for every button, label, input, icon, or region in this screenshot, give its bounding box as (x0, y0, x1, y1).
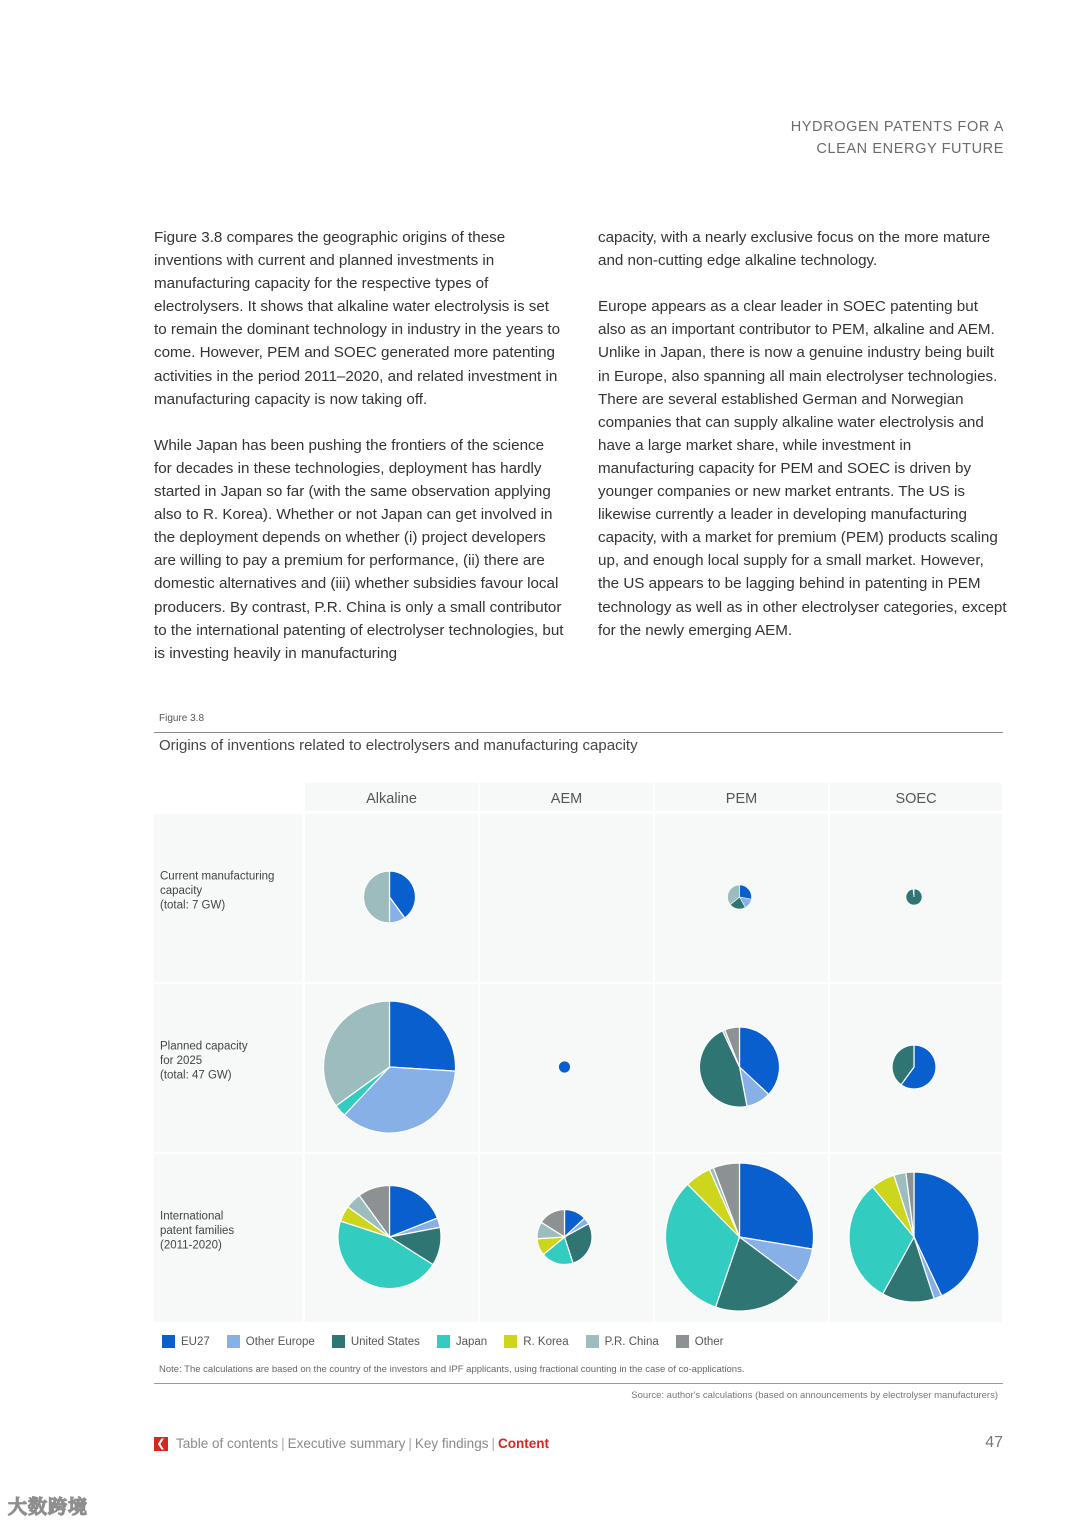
legend-label: EU27 (181, 1335, 210, 1348)
pie-slice (559, 1061, 571, 1073)
footer-separator: | (491, 1436, 495, 1451)
legend-label: P.R. China (604, 1335, 659, 1348)
column-header: PEM (725, 791, 758, 807)
legend-item-other (676, 1335, 724, 1348)
footer-separator: | (281, 1436, 285, 1451)
body-paragraph: capacity, with a nearly exclusive focus on the more mature and non-cutting edge alkaline technology. (598, 229, 991, 270)
page-number: 47 (985, 1434, 1003, 1451)
row-label-line: patent families (160, 1225, 235, 1237)
legend-swatch (227, 1335, 240, 1348)
row-label-line: Current manufacturing (160, 870, 275, 883)
legend-item-other-europe (227, 1335, 315, 1348)
column-header: SOEC (895, 791, 937, 807)
footer-link-key-findings[interactable]: Key findings (414, 1436, 489, 1451)
footer-nav (154, 1436, 549, 1451)
legend-label: Other (694, 1335, 724, 1348)
row-label-line: Planned capacity (160, 1040, 248, 1053)
figure-source: Source: author's calculations (based on announcements by electrolyser manufacturers) (631, 1390, 998, 1401)
legend-item-united-states (332, 1335, 420, 1348)
body-paragraph: Figure 3.8 compares the geographic origins of these inventions with current and planned investments in manufacturing capacity for the respective types of electrolysers. It shows that alkaline water electrolysis is set to remain the dominant technology in industry in the years to come. However, PEM and SOEC generated more patenting activities in the period 2011–2020, and related investment in manufacturing capacity is now taking off. (154, 229, 561, 408)
legend-swatch (162, 1335, 175, 1348)
row-label-cell (154, 814, 302, 982)
running-head-line-1: HYDROGEN PATENTS FOR A (790, 119, 1004, 135)
legend-swatch (586, 1335, 599, 1348)
row-label-cell (154, 1154, 302, 1322)
legend-item-pr-china (586, 1335, 659, 1348)
row-label-line: International (160, 1210, 224, 1223)
watermark-logo: 大数跨境 (8, 1497, 89, 1518)
row-label-line: for 2025 (160, 1055, 203, 1067)
legend-label: Other Europe (245, 1335, 315, 1348)
footer-link-table-of-contents[interactable]: Table of contents (176, 1436, 279, 1451)
back-arrow-icon[interactable]: ❮ (154, 1437, 168, 1451)
column-header: AEM (550, 791, 583, 807)
column-header: Alkaline (366, 791, 417, 807)
legend-swatch (676, 1335, 689, 1348)
grid-cell (480, 814, 653, 982)
legend-label: United States (350, 1335, 420, 1348)
running-head-line-2: CLEAN ENERGY FUTURE (816, 141, 1004, 157)
legend-item-r-korea (504, 1335, 568, 1348)
legend-item-japan (437, 1335, 487, 1348)
figure-label: Figure 3.8 (159, 713, 205, 724)
footer-separator: | (408, 1436, 412, 1451)
legend-label: R. Korea (523, 1335, 569, 1348)
legend-swatch (332, 1335, 345, 1348)
row-label-line: capacity (160, 885, 203, 897)
footer-link-content[interactable]: Content (497, 1436, 549, 1451)
footer-link-executive-summary[interactable]: Executive summary (287, 1436, 406, 1451)
row-label-line: (total: 47 GW) (160, 1069, 232, 1082)
figure-bottom-rule (154, 1383, 1003, 1384)
row-label-line: (total: 7 GW) (160, 899, 226, 912)
row-label-cell (154, 984, 302, 1152)
figure-title: Origins of inventions related to electrolysers and manufacturing capacity (159, 737, 638, 754)
legend-swatch (437, 1335, 450, 1348)
chart-legend (162, 1335, 741, 1348)
body-paragraph: While Japan has been pushing the frontiers of the science for decades in these technologies, deployment has hardly started in Japan so far (with the same observation applying also to R. Korea). Whether or not Japan can get involved in the deployment depends on whether (i) project developers are willing to pay a premium for performance, (ii) there are domestic alternatives and (iii) whether subsidies favour local producers. By contrast, P.R. China is only a small contributor to the international patenting of electrolyser technologies, but is investing heavily in manufacturing (154, 436, 564, 662)
legend-label: Japan (455, 1335, 488, 1348)
body-paragraph: Europe appears as a clear leader in SOEC patenting but also as an important contributor to PEM, alkaline and AEM. Unlike in Japan, there is now a genuine industry being built in Europe, also spanning all main electrolyser technologies. There are several established German and Norwegian companies that can supply alkaline water electrolysis and have a large market share, while investment in manufacturing capacity for PEM and SOEC is driven by younger companies or new market entrants. The US is likewise currently a leader in developing manufacturing capacity, with a market for premium (PEM) products scaling up, and enough local supply for a small market. However, the US appears to be lagging behind in patenting in PEM technology as well as in other electrolyser categories, except for the newly emerging AEM. (598, 298, 1007, 639)
legend-swatch (504, 1335, 517, 1348)
legend-item-eu27 (162, 1335, 210, 1348)
row-label-line: (2011-2020) (160, 1239, 222, 1252)
figure-note: Note: The calculations are based on the country of the investors and IPF applicants, using fractional counting in the case of co-applications. (159, 1364, 745, 1375)
